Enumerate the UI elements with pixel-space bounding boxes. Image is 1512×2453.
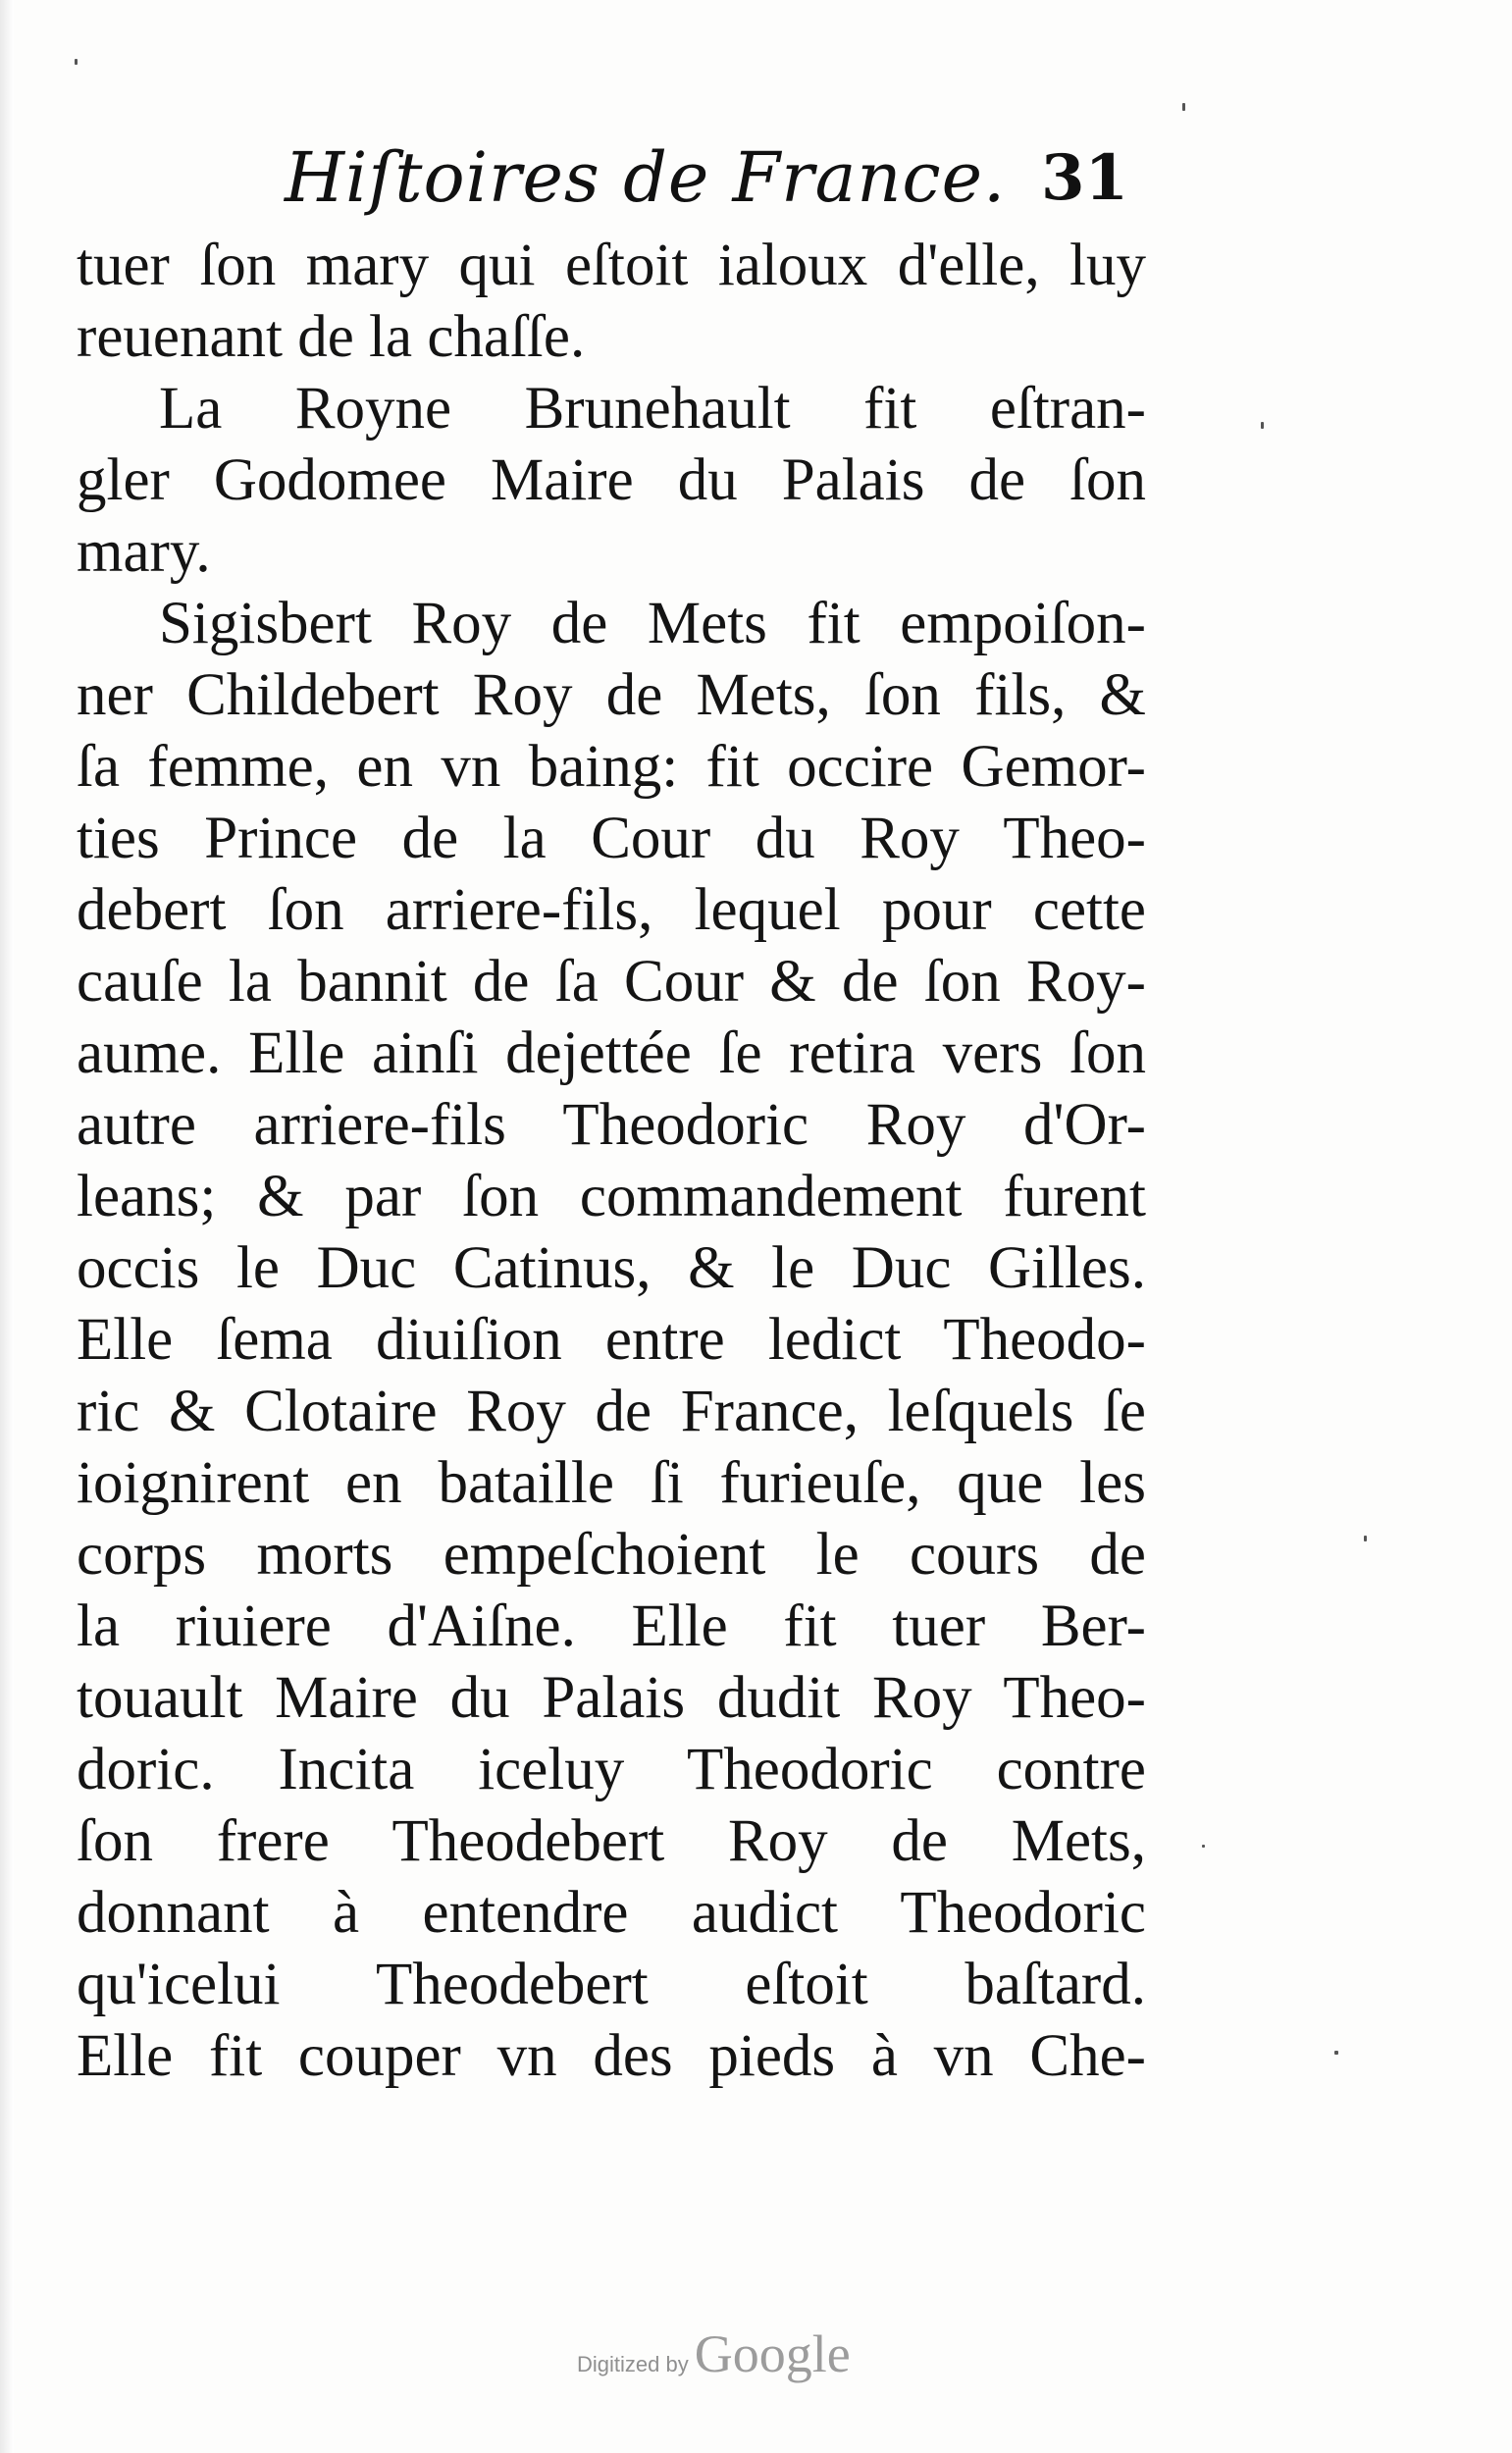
scan-speck: [1182, 103, 1185, 111]
scan-edge: [0, 0, 14, 2453]
text-line: ſon frere Theodebert Roy de Mets,: [77, 1808, 1146, 1874]
text-line: Elle ſema diuiſion entre ledict Theodo-: [77, 1307, 1146, 1373]
text-line: cauſe la bannit de ſa Cour & de ſon Roy-: [77, 949, 1146, 1015]
text-line: Elle fit couper vn des pieds à vn Che-: [77, 2023, 1146, 2089]
text-line: ſa femme, en vn baing: fit occire Gemor-: [77, 734, 1146, 800]
text-line: la riuiere d'Aiſne. Elle fit tuer Ber-: [77, 1593, 1146, 1659]
text-line: La Royne Brunehault fit eſtran-: [159, 376, 1146, 442]
digitized-by-label: Digitized by: [577, 2352, 689, 2376]
text-line: aume. Elle ainſi dejettée ſe retira vers ſon: [77, 1020, 1146, 1086]
page-number: 31: [1040, 141, 1128, 215]
text-line: ties Prince de la Cour du Roy Theo-: [77, 806, 1146, 871]
running-title: Hiſtoires de France.: [285, 137, 1007, 218]
text-line: mary.: [77, 519, 211, 585]
scan-speck: [1202, 1845, 1205, 1848]
text-line: ioignirent en bataille ſi furieuſe, que les: [77, 1450, 1146, 1516]
running-head: [285, 137, 1128, 235]
text-line: debert ſon arriere-fils, lequel pour cette: [77, 877, 1146, 943]
text-line: corps morts empeſchoient le cours de: [77, 1522, 1146, 1588]
text-line: gler Godomee Maire du Palais de ſon: [77, 447, 1146, 513]
text-line: tuer ſon mary qui eſtoit ialoux d'elle, luy: [77, 233, 1146, 298]
text-line: autre arriere-fils Theodoric Roy d'Or-: [77, 1092, 1146, 1158]
text-line: donnant à entendre audict Theodoric: [77, 1880, 1146, 1946]
text-line: leans; & par ſon commandement furent: [77, 1164, 1146, 1229]
text-line: ner Childebert Roy de Mets, ſon fils, &: [77, 662, 1146, 728]
scan-speck: [1364, 1536, 1367, 1541]
text-line: touault Maire du Palais dudit Roy Theo-: [77, 1665, 1146, 1731]
text-line: reuenant de la chaſſe.: [77, 304, 586, 370]
text-line: Sigisbert Roy de Mets fit empoiſon-: [159, 591, 1146, 656]
text-line: ric & Clotaire Roy de France, leſquels ſe: [77, 1379, 1146, 1444]
text-line: doric. Incita iceluy Theodoric contre: [77, 1737, 1146, 1802]
scan-speck: [75, 59, 78, 65]
scan-speck: [1261, 422, 1264, 429]
text-line: occis le Duc Catinus, & le Duc Gilles.: [77, 1235, 1146, 1301]
google-logo: Google: [694, 2324, 851, 2383]
digitized-watermark: [577, 2323, 911, 2392]
text-line: qu'icelui Theodebert eſtoit baſtard.: [77, 1952, 1146, 2017]
scan-speck: [1334, 2051, 1338, 2055]
body-text: [77, 230, 1146, 2092]
